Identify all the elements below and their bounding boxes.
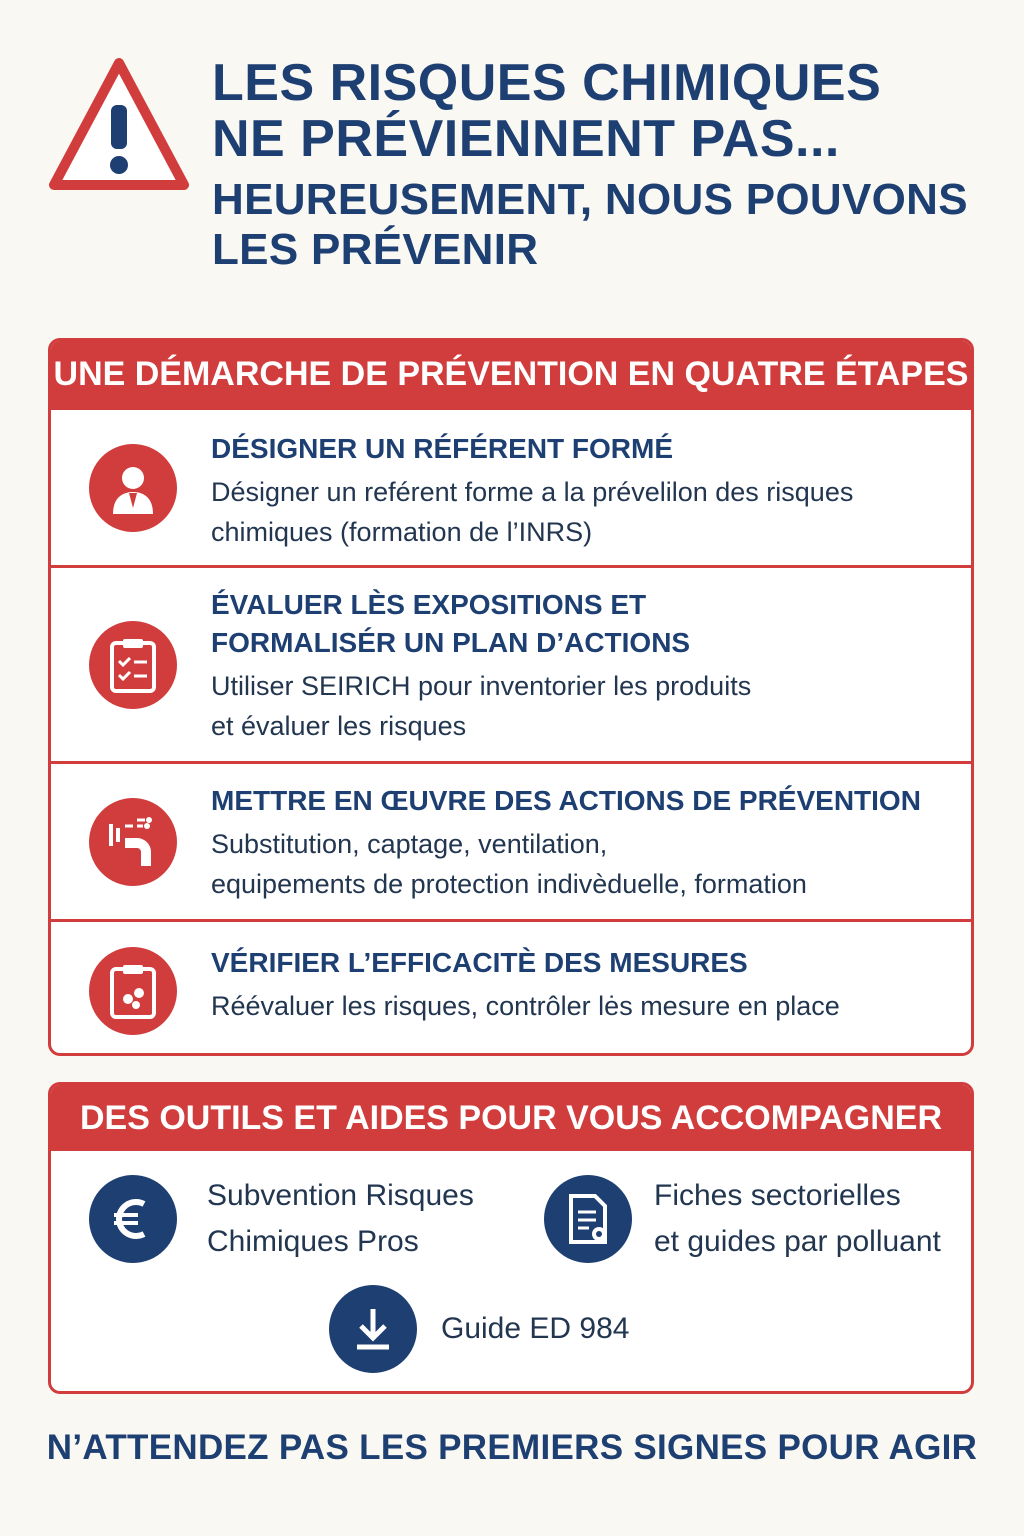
clipboard-checklist-icon bbox=[89, 621, 177, 709]
page-title bbox=[212, 55, 1002, 275]
tool-guide-ed984[interactable] bbox=[329, 1285, 629, 1373]
tool-guide-line-1: Guide ED 984 bbox=[441, 1312, 630, 1345]
download-icon bbox=[329, 1285, 417, 1373]
step-2 bbox=[51, 565, 971, 761]
euro-icon bbox=[89, 1175, 177, 1263]
tools-panel bbox=[48, 1082, 974, 1394]
step-2-heading-line-1: ÉVALUER LÈS EXPOSITIONS ET bbox=[211, 589, 647, 620]
person-icon bbox=[89, 444, 177, 532]
tool-fiches-line-1: Fiches sectorielles bbox=[654, 1179, 901, 1212]
tool-fiches-line-2: et guides par polluant bbox=[654, 1225, 941, 1258]
clipboard-molecule-icon bbox=[89, 947, 177, 1035]
step-1-heading: DÉSIGNER UN RÉFÉRENT FORMÉ bbox=[211, 433, 674, 464]
step-4-desc-line-1: Réévaluer les risques, contrôler lės mesure en place bbox=[211, 991, 840, 1021]
steps-panel bbox=[48, 338, 974, 1056]
tool-subvention[interactable] bbox=[89, 1173, 474, 1265]
step-3-desc-line-2: equipements de protection indivèduelle, formation bbox=[211, 869, 807, 899]
step-2-desc-line-1: Utiliser SEIRICH pour inventorier les produits bbox=[211, 671, 752, 701]
step-1-desc-line-2: chimiques (formation de l’INRS) bbox=[211, 517, 593, 547]
tool-subvention-line-1: Subvention Risques bbox=[207, 1179, 474, 1212]
step-4 bbox=[51, 919, 971, 1056]
ventilation-pipe-icon bbox=[89, 798, 177, 886]
step-3 bbox=[51, 761, 971, 919]
tool-fiches-sectorielles[interactable] bbox=[544, 1173, 941, 1265]
step-4-heading: VÉRIFIER L’EFFICACITÈ DES MESURES bbox=[211, 947, 748, 978]
tool-subvention-line-2: Chimiques Pros bbox=[207, 1225, 419, 1258]
steps-panel-title: UNE DÉMARCHE DE PRÉVENTION EN QUATRE ÉTAPES bbox=[51, 341, 971, 407]
step-1 bbox=[51, 407, 971, 565]
title-line-1: LES RISQUES CHIMIQUES bbox=[212, 54, 882, 112]
step-3-desc-line-1: Substitution, captage, ventilation, bbox=[211, 829, 608, 859]
document-certificate-icon bbox=[544, 1175, 632, 1263]
footer-slogan: N’ATTENDEZ PAS LES PREMIERS SIGNES POUR AGIR bbox=[46, 1428, 978, 1467]
step-2-desc-line-2: et évaluer les risques bbox=[211, 711, 467, 741]
step-1-desc-line-1: Désigner un reférent forme a la prévelilon des risques bbox=[211, 477, 854, 507]
step-2-heading-line-2: FORMALISÉR UN PLAN D’ACTIONS bbox=[211, 627, 691, 658]
subtitle-line-1: HEUREUSEMENT, NOUS POUVONS bbox=[212, 175, 968, 224]
tools-panel-title: DES OUTILS ET AIDES POUR VOUS ACCOMPAGNER bbox=[51, 1085, 971, 1151]
warning-triangle-icon bbox=[48, 55, 190, 193]
title-line-2: NE PRÉVIENNENT PAS... bbox=[212, 110, 840, 168]
subtitle-line-2: LES PRÉVENIR bbox=[212, 225, 539, 274]
step-3-heading: METTRE EN ŒUVRE DES ACTIONS DE PRÉVENTION bbox=[211, 785, 921, 816]
